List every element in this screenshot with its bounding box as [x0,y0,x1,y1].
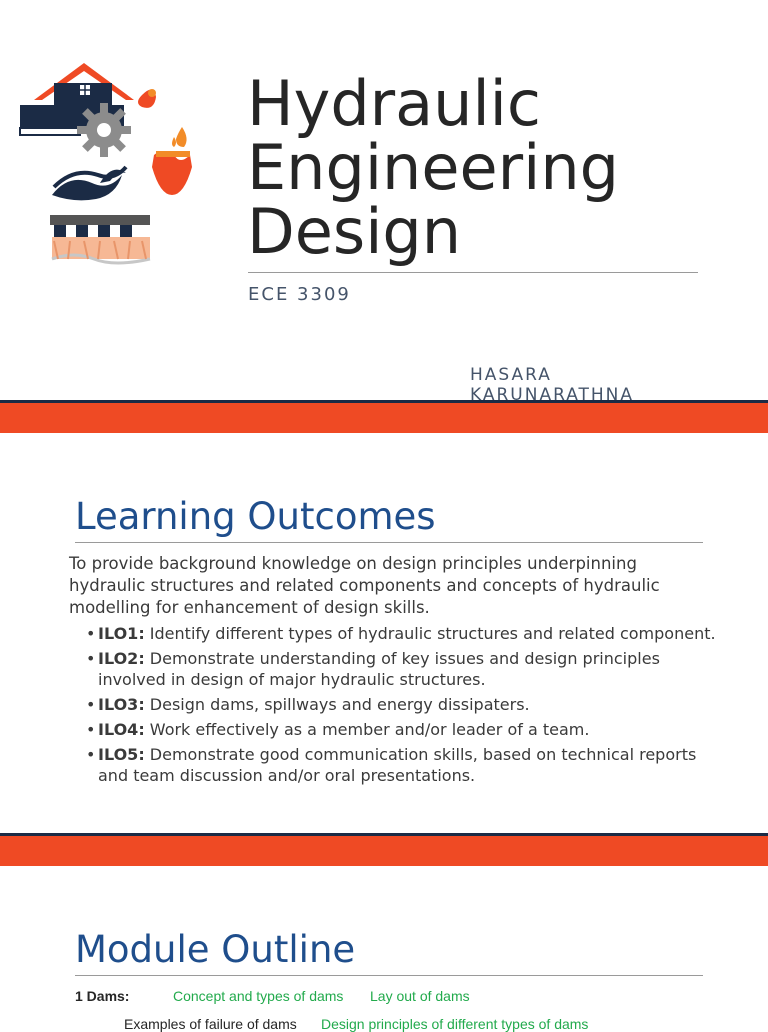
module-topic-text: Concept and types of dams [173,988,344,1004]
ilo-text: Demonstrate good communication skills, based on technical reports and team discussion and/or oral presentations. [98,745,697,785]
hydraulic-logo-icon [14,55,199,270]
author-name [470,365,670,400]
ilo-list [86,623,716,790]
title-line-3: Design [247,195,462,268]
ilo-text: Design dams, spillways and energy dissipaters. [144,695,530,714]
title-divider [248,272,698,273]
presentation-title [247,67,727,268]
module-topic-text: Design principles of different types of dams [321,1016,589,1032]
author-line-1: HASARA [470,365,552,385]
course-code: ECE 3309 [248,284,351,305]
ilo-code: ILO5: [98,745,145,764]
ilo-code: ILO4: [98,720,145,739]
ilo-code: ILO3: [98,695,145,714]
title-line-2: Engineering [247,131,619,204]
ilo-item [86,648,716,690]
title-slide [0,0,768,400]
module-topic [173,988,343,1004]
ilo-item [86,694,716,715]
module-outline-divider [75,975,703,976]
ilo-text: Demonstrate understanding of key issues and design principles involved in design of major hydraulic structures. [98,649,660,689]
module-topic-text: Lay out of dams [370,988,470,1004]
learning-outcomes-divider [75,542,703,543]
module-outline-title: Module Outline [75,928,356,971]
learning-outcomes-intro: To provide background knowledge on design principles underpinning hydraulic structures and related components and concepts of hydraulic modelling for enhancement of design skills. [69,554,660,617]
module-topic [370,988,470,1004]
ilo-text: Identify different types of hydraulic structures and related component. [144,624,716,643]
module-topic-text: Examples of failure of dams [124,1016,297,1032]
ilo-code: ILO1: [98,624,145,643]
module-topic [124,1016,297,1032]
slide-separator [0,400,768,433]
author-line-2: KARUNARATHNA [470,385,635,400]
ilo-item [86,719,716,740]
ilo-code: ILO2: [98,649,145,668]
module-row-dams [75,988,129,1004]
module-label: 1 Dams: [75,988,130,1004]
learning-outcomes-title: Learning Outcomes [75,495,436,538]
ilo-text: Work effectively as a member and/or leader of a team. [144,720,590,739]
title-line-1: Hydraulic [247,67,541,140]
ilo-item [86,623,716,644]
slide-separator [0,833,768,866]
ilo-item [86,744,716,786]
module-topic [321,1016,588,1032]
